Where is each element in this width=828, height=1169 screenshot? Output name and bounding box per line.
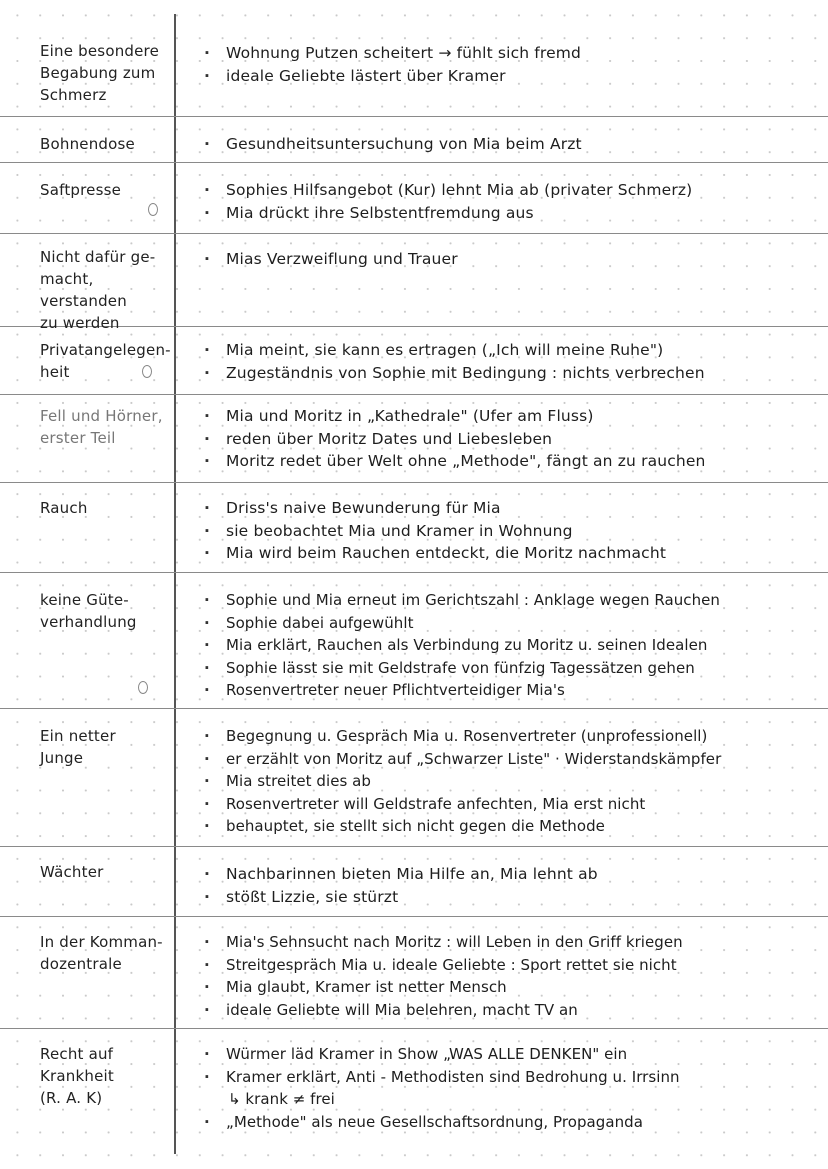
circle-mark-icon — [138, 681, 148, 694]
note-list — [204, 339, 810, 384]
topic-line: Privatangelegen- — [40, 341, 171, 359]
bullet-dot: · — [204, 521, 211, 540]
note-text: er erzählt von Moritz auf „Schwarzer Liste" · Widerstandskämpfer — [226, 749, 722, 768]
list-item — [204, 863, 810, 886]
list-item — [204, 133, 810, 156]
note-list — [204, 497, 810, 565]
topic-line: Ein netter — [40, 727, 116, 745]
table-row — [0, 395, 828, 483]
list-item — [204, 634, 810, 657]
note-text: Gesundheitsuntersuchung von Mia beim Arzt — [226, 135, 582, 153]
topic-label — [40, 861, 172, 883]
bullet-dot: · — [204, 1112, 210, 1131]
table-row — [0, 234, 828, 332]
note-text: Mia und Moritz in „Kathedrale" (Ufer am Fluss) — [226, 407, 594, 425]
note-text: Begegnung u. Gespräch Mia u. Rosenvertreter (unprofessionell) — [226, 727, 708, 745]
note-text: stößt Lizzie, sie stürzt — [226, 887, 399, 906]
note-text: Sophie dabei aufgewühlt — [226, 613, 414, 632]
bullet-dot: · — [204, 181, 211, 199]
circle-mark-icon — [148, 203, 158, 216]
bullet-dot: · — [204, 203, 211, 222]
topic-label — [40, 133, 172, 155]
list-item — [204, 1066, 810, 1089]
bullet-dot: · — [204, 955, 210, 974]
topic-line: Begabung zum — [40, 64, 156, 82]
list-item — [204, 1111, 810, 1134]
list-item — [204, 428, 810, 451]
topic-label — [40, 931, 172, 975]
note-text: Kramer erklärt, Anti - Methodisten sind Bedrohung u. Irrsinn — [226, 1067, 680, 1086]
topic-label — [40, 405, 172, 449]
note-list — [204, 863, 810, 908]
list-item — [204, 497, 810, 520]
note-text: „Methode" als neue Gesellschaftsordnung, Propaganda — [226, 1112, 643, 1131]
topic-line: Wächter — [40, 863, 104, 881]
list-item — [204, 612, 810, 635]
list-item — [204, 886, 810, 909]
bullet-dot: · — [204, 613, 210, 632]
topic-line: Eine besondere — [40, 42, 160, 60]
table-row — [0, 917, 828, 1029]
note-list — [204, 589, 810, 702]
list-item — [204, 815, 810, 838]
note-text: behauptet, sie stellt sich nicht gegen die Methode — [226, 817, 605, 836]
bullet-dot: · — [204, 452, 211, 471]
bullet-dot: · — [204, 363, 211, 382]
note-text: reden über Moritz Dates und Liebesleben — [226, 429, 553, 448]
topic-label — [40, 179, 172, 201]
note-text: Streitgespräch Mia u. ideale Geliebte : Sport rettet sie nicht — [226, 955, 677, 974]
list-item — [204, 931, 810, 954]
list-item — [204, 793, 810, 816]
bullet-dot: · — [204, 636, 210, 655]
topic-line: verhandlung — [40, 613, 137, 631]
bullet-dot: · — [204, 591, 210, 609]
list-item — [204, 748, 810, 771]
note-text: ideale Geliebte lästert über Kramer — [226, 66, 506, 85]
note-text: Mia wird beim Rauchen entdeckt, die Moritz nachmacht — [226, 544, 667, 563]
topic-line: Recht auf — [40, 1045, 114, 1063]
note-text: Mia drückt ihre Selbstentfremdung aus — [226, 203, 534, 222]
topic-line: heit — [40, 363, 70, 381]
list-item — [204, 976, 810, 999]
list-item — [204, 589, 810, 612]
list-item — [204, 362, 810, 385]
note-list — [204, 133, 810, 156]
topic-line: Junge — [40, 749, 84, 767]
bullet-dot: · — [204, 749, 210, 768]
note-text: Würmer läd Kramer in Show „WAS ALLE DENKEN" ein — [226, 1045, 628, 1063]
table-row — [0, 117, 828, 163]
topic-line: (R. A. K) — [40, 1089, 103, 1107]
table-row — [0, 709, 828, 847]
note-text: Mia glaubt, Kramer ist netter Mensch — [226, 978, 507, 997]
topic-label — [40, 497, 172, 519]
bullet-dot: · — [204, 727, 210, 745]
bullet-dot: · — [204, 1000, 210, 1019]
topic-label — [40, 1043, 172, 1109]
bullet-dot: · — [204, 1045, 210, 1063]
topic-line: Krankheit — [40, 1067, 114, 1085]
topic-line: macht, verstanden — [40, 270, 127, 310]
note-text: Mia streitet dies ab — [226, 772, 371, 791]
bullet-dot: · — [204, 429, 211, 448]
list-item — [204, 679, 810, 702]
list-item — [204, 520, 810, 543]
list-item — [204, 65, 810, 88]
list-item — [204, 450, 810, 473]
topic-line: In der Komman- — [40, 933, 163, 951]
bullet-dot: · — [204, 341, 211, 359]
circle-mark-icon — [142, 365, 152, 378]
note-text: Zugeständnis von Sophie mit Bedingung : nichts verbrechen — [226, 363, 705, 382]
note-text: Sophie und Mia erneut im Gerichtszahl : Anklage wegen Rauchen — [226, 591, 720, 609]
note-list — [204, 1043, 810, 1133]
note-text: Driss's naive Bewunderung für Mia — [226, 499, 501, 517]
list-item — [204, 1043, 810, 1066]
list-item — [204, 179, 810, 202]
note-text: Sophies Hilfsangebot (Kur) lehnt Mia ab (privater Schmerz) — [226, 181, 693, 199]
topic-line: keine Güte- — [40, 591, 129, 609]
note-text: ↳ krank ≠ frei — [228, 1090, 335, 1109]
table-row — [0, 14, 828, 117]
bullet-dot: · — [204, 681, 210, 700]
bullet-dot: · — [204, 66, 211, 85]
note-list — [204, 179, 810, 224]
note-text: Nachbarinnen bieten Mia Hilfe an, Mia lehnt ab — [226, 865, 598, 883]
bullet-dot: · — [204, 135, 211, 153]
table-row — [0, 163, 828, 234]
bullet-dot: · — [204, 794, 210, 813]
bullet-dot: · — [204, 933, 210, 951]
topic-label — [40, 246, 172, 334]
note-text: Rosenvertreter neuer Pflichtverteidiger Mia's — [226, 681, 565, 700]
list-item — [204, 770, 810, 793]
topic-line: Rauch — [40, 499, 88, 517]
note-list — [204, 931, 810, 1021]
topic-line: Bohnendose — [40, 135, 135, 153]
list-item — [204, 725, 810, 748]
topic-label — [40, 40, 172, 106]
bullet-dot: · — [204, 817, 210, 836]
list-item — [204, 339, 810, 362]
list-item — [204, 405, 810, 428]
note-text: Mia meint, sie kann es ertragen („Ich will meine Ruhe") — [226, 341, 664, 359]
note-text: Mia's Sehnsucht nach Moritz : will Leben in den Griff kriegen — [226, 933, 683, 951]
topic-label — [40, 725, 172, 769]
note-text: Wohnung Putzen scheitert → fühlt sich fremd — [226, 44, 582, 62]
note-text: Moritz redet über Welt ohne „Methode", fängt an zu rauchen — [226, 452, 706, 471]
note-text: Sophie lässt sie mit Geldstrafe von fünfzig Tagessätzen gehen — [226, 658, 695, 677]
topic-label — [40, 589, 172, 633]
table-row — [0, 847, 828, 917]
topic-line: Fell und Hörner, — [40, 407, 163, 425]
note-list — [204, 42, 810, 87]
list-item — [204, 1088, 810, 1111]
list-item — [204, 954, 810, 977]
topic-line: dozentrale — [40, 955, 122, 973]
list-item — [204, 542, 810, 565]
note-list — [204, 725, 810, 838]
note-text: Mia erklärt, Rauchen als Verbindung zu Moritz u. seinen Idealen — [226, 636, 708, 655]
note-text: Mias Verzweiflung und Trauer — [226, 250, 458, 268]
bullet-dot: · — [204, 544, 211, 563]
bullet-dot: · — [204, 499, 211, 517]
list-item — [204, 42, 810, 65]
bullet-dot: · — [204, 772, 210, 791]
table-row — [0, 573, 828, 709]
topic-line: zu werden — [40, 314, 120, 332]
list-item — [204, 202, 810, 225]
topic-line: Schmerz — [40, 86, 107, 104]
list-item — [204, 248, 810, 271]
table-row — [0, 327, 828, 395]
table-row — [0, 1029, 828, 1154]
note-text: ideale Geliebte will Mia belehren, macht TV an — [226, 1000, 578, 1019]
bullet-dot: · — [204, 865, 211, 883]
bullet-dot: · — [204, 887, 211, 906]
bullet-dot: · — [204, 1067, 210, 1086]
bullet-dot: · — [204, 44, 211, 62]
note-list — [204, 405, 810, 473]
table-row — [0, 483, 828, 573]
note-list — [204, 248, 810, 271]
bullet-dot: · — [204, 658, 210, 677]
topic-line: Saftpresse — [40, 181, 122, 199]
topic-line: Nicht dafür ge- — [40, 248, 156, 266]
topic-line: erster Teil — [40, 429, 116, 447]
bullet-dot: · — [204, 978, 210, 997]
note-text: sie beobachtet Mia und Kramer in Wohnung — [226, 521, 573, 540]
bullet-dot: · — [204, 407, 211, 425]
list-item — [204, 999, 810, 1022]
note-text: Rosenvertreter will Geldstrafe anfechten, Mia erst nicht — [226, 794, 646, 813]
topic-label — [40, 339, 172, 383]
list-item — [204, 657, 810, 680]
bullet-dot: · — [204, 250, 211, 268]
